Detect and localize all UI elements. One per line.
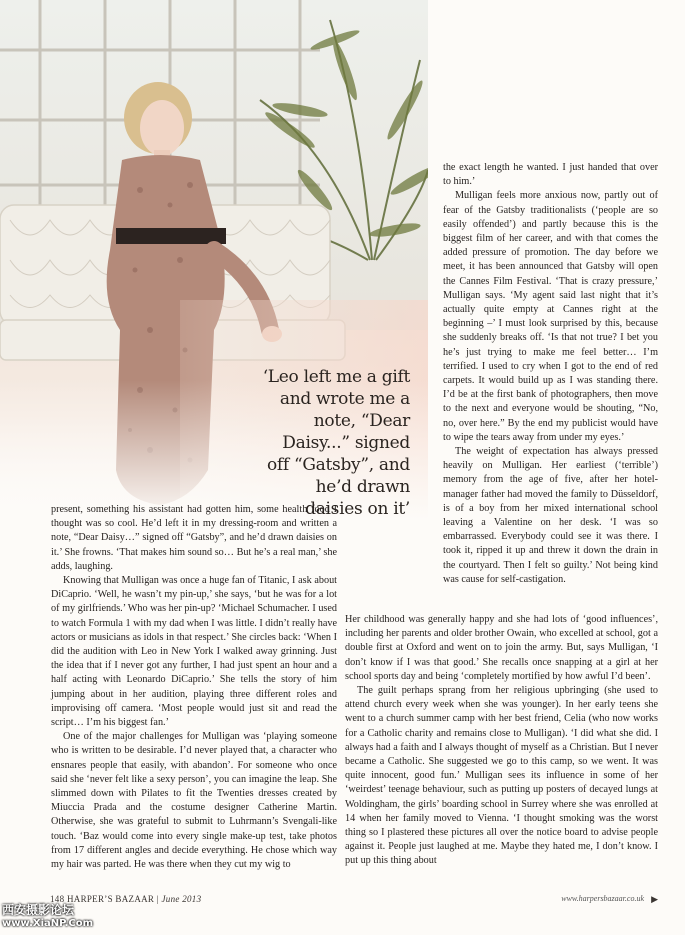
page-footer [50,894,658,908]
paragraph: the exact length he wanted. I just handed that over to him.’ [443,162,658,188]
next-page-arrow-icon: ▶ [651,894,658,904]
paragraph: Mulligan feels more anxious now, partly out of fear of the Gatsby traditionalists (‘people are so easily offended’) and partly because this is the biggest film of her career, and with that comes the added pressure of promotion. The day before we meet, it has been announced that Gatsby will open the Cannes Film Festival. ‘That is crazy pressure,’ Mulligan says. ‘My agent said last night that it’s actually quite empty at Cannes right at the beginning –’ I must look surprised by this, because she suddenly breaks off. ‘Is that not true? I bet you he’s just trying to make me feel better… I’m terrified. I used to cry when I got to the end of red carpets. It would build up as I was standing there. I’d be at the first bank of photographers, then move to the next and everyone would be shouting, “No, no, over here.” By the end my publicist would have to wipe the tears away from under my eyes.’ [443,190,658,443]
paragraph: Knowing that Mulligan was once a huge fan of Titanic, I ask about DiCaprio. ‘Well, he wasn’t my pin-up,’ she says, ‘but he was for a lot of my girlfriends.’ Who was her pin-up? ‘Michael Schumacher. I used to watch Formula 1 with my dad when I was little. I didn’t really have actors or musicians as idols in that respect.’ She circles back: ‘When I did the audition with Leo in New York I walked away grinning. Just the idea that if I never got any further, I had just spent an hour and a half acting with Leonardo DiCaprio.’ She tells the story of him jumping about in her audition, playing three different roles and improvising off camera. ‘Most people would just sit and read the script… I’m his biggest fan.’ [51,575,337,729]
paragraph: One of the major challenges for Mulligan was ‘playing someone who is written to be desirable. I’d never played that, a character who ensnares people that easily, with abandon’. For someone who once said she ‘never felt like a sexy person’, you can imagine the leap. She slimmed down with Pilates to fit the Twenties dresses created by Miuccia Prada and the costume designer Catherine Martin. Otherwise, she was grateful to submit to Luhrmann’s Svengali-like touch. ‘Baz would come into every single make-up test, take photos from 17 different angles and decide everything. He chose which way my hair was parted. He was there when they cut my wig to [51,731,337,871]
article-column-right-bottom [345,613,658,869]
article-column-right-top [443,161,658,587]
article-column-left [51,503,337,872]
watermark-url: www.XiaNP.Com [2,918,94,929]
paragraph: Her childhood was generally happy and she had lots of ‘good influences’, including her parents and older brother Owain, who excelled at school, got a double first at Oxford and went on to join the army. But, says Mulligan, ‘I don’t know if I was that good.’ She recalls once snapping at a girl at her school sports day and being ‘completely mortified by how awful I’d been’. [345,614,658,682]
paragraph: The weight of expectation has always pressed heavily on Mulligan. Her earliest (‘terrible’) memory from the age of five, after her hotel-manager father had moved the family to Düsseldorf, is of a boy from her mixed international school leaving a Valentine on her desk. ‘I was so embarrassed. Everybody could see it was there. I took it, ripped it up and threw it down the drain in the courtyard. Then I felt so guilty.’ Not being kind was cause for self-castigation. [443,446,658,585]
watermark-title: 西安摄影论坛 [2,903,75,917]
paragraph: The guilt perhaps sprang from her religious upbringing (she used to attend church every week when she was younger). In her early teens she went to a church summer camp with her best friend, Celia (who now works for a Catholic charity and remains close to Mulligan). ‘I did what she did. I always had a faith and I always thought of myself as a Christian. But I never became a Catholic. She suggested we go to this camp, so we went. It was quite innocent, good fun.’ Mulligan sees its influence in some of her ‘weirdest’ teenage behaviour, such as putting up posters of decayed lungs at Woldingham, the girls’ boarding school in Surrey where she was enrolled at 14 when her family moved to Vienna. ‘I thought smoking was the worst thing so I plastered these pictures all over the notice board to advise people against it. People just laughed at me. Maybe they hated me, I don’t know. I put up this thing about [345,685,658,867]
page-number: 148 [50,894,65,904]
pull-quote: ‘Leo left me a gift and wrote me a note, “Dear Daisy...” signed off “Gatsby”, and he’d drawn daisies on it’ [262,367,410,519]
magazine-name: HARPER’S BAZAAR [66,894,155,904]
website-link[interactable]: www.harpersbazaar.co.uk [561,894,644,903]
footer-separator: | [156,894,159,904]
watermark [2,903,94,933]
issue-date: June 2013 [161,894,202,904]
paragraph: present, something his assistant had gotten him, some health food I thought was so cool. He’d left it in my dressing-room and written a note, “Dear Daisy…” signed off “Gatsby”, and he’d drawn daisies on it.’ She frowns. ‘That makes him sound so… But he’s a real man,’ she adds, laughing. [51,504,337,572]
